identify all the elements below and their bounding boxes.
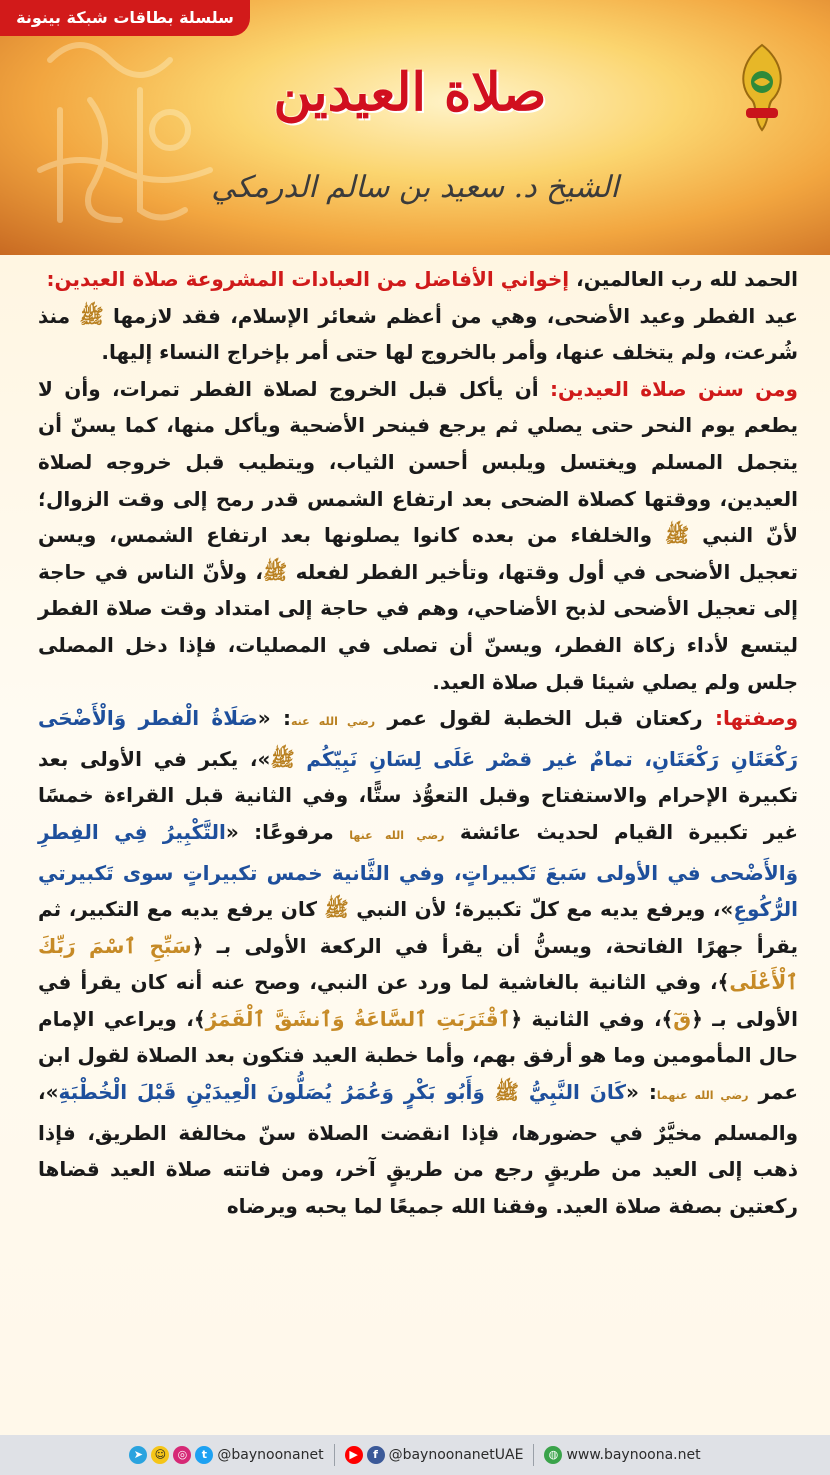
footer-social-bar [0, 1435, 830, 1475]
hadith-quote: كَانَ النَّبِيُّ [518, 1080, 626, 1105]
footer-group-baynoonanetUAE [345, 1446, 524, 1464]
article-text [38, 261, 798, 1224]
pbuh-symbol: ﷺ [79, 303, 104, 328]
youtube-icon[interactable]: ▶ [345, 1446, 363, 1464]
hadith-quote: صَلَاةُ الْفطر وَالْأَضْحَى رَكْعَتَانِ رَكْعَتَانِ، تمامٌ غير قصْر عَلَى لِسَانِ نَبِيّكُم [38, 706, 798, 771]
paragraph-eids: عيد الفطر وعيد الأضحى، وهي من أعظم شعائر الإسلام، فقد لازمها ﷺ منذ شُرعت، ولم يتخلف عنها، وأمر بالخروج لها حتى أمر بإخراج النساء إليها. [38, 303, 799, 365]
paragraph-description: وصفتها: ركعتان قبل الخطبة لقول عمر رضي الله عنه: «صَلَاةُ الْفطر وَالْأَضْحَى رَكْعَتَانِ رَكْعَتَانِ، تمامٌ غير قصْر عَلَى لِسَانِ نَبِيّكُم ﷺ»، يكبر في الأولى بعد تكبيرة الإحرام والاستفتاح وقبل التعوُّذ ستًّا، وفي الثانية قبل القراءة خمسًا غير تكبيرة القيام لحديث عائشة رضي الله عنها مرفوعًا: «التَّكْبِيرُ فِي الفِطرِ وَالأَضْحى في الأولى سَبعَ تَكبيراتٍ، وفي الثَّانية خمس تكبيراتٍ سوى تَكبيرتي الرُّكُوعِ»، ويرفع يديه مع كلّ تكبيرة؛ لأن النبي ﷺ كان يرفع يديه مع التكبير، ثم يقرأ جهرًا الفاتحة، ويسنُّ أن يقرأ في الركعة الأولى بـ ﴿سَبِّحِ ٱسْمَ رَبِّكَ ٱلْأَعْلَى﴾، وفي الثانية بالغاشية لما ورد عن النبي، وصح عنه أنه كان يقرأ في الأولى بـ ﴿قٓ﴾، وفي الثانية ﴿ٱقْتَرَبَتِ ٱلسَّاعَةُ وَٱنشَقَّ ٱلْقَمَرُ﴾، ويراعي الإمام حال المأمومين وما هو أرفق بهم، وأما خطبة العيد فتكون بعد الصلاة لقول ابن عمر رضي الله عنهما: «كَانَ النَّبِيُّ ﷺ وَأَبُو بَكْرٍ وَعُمَرُ يُصَلُّونَ الْعِيدَيْنِ قَبْلَ الْخُطْبَةِ»، والمسلم مخيَّرٌ في حضورها، فإذا انقضت الصلاة سنّ مخالفة الطريق، فإذا ذهب إلى العيد من طريقٍ رجع من طريقٍ آخر، ومن فاتته صلاة العيد قضاها ركعتين بصفة صلاة العيد. وفقنا الله جميعًا لما يحبه ويرضاه [38, 706, 799, 1218]
snapchat-icon[interactable]: ☺ [151, 1446, 169, 1464]
section-heading-description: وصفتها: [702, 706, 799, 731]
footer-group-baynoonanet [129, 1446, 323, 1464]
calligraphy-decoration [20, 20, 220, 240]
honorific-symbol: رضي الله عنها [349, 828, 445, 842]
baynoona-logo [732, 40, 792, 135]
pbuh-symbol: ﷺ [665, 523, 690, 548]
social-handle-1[interactable]: @baynoonanet [217, 1447, 324, 1463]
social-handle-2[interactable]: @baynoonanetUAE [388, 1447, 524, 1463]
paragraph-sunan: ومن سنن صلاة العيدين: أن يأكل قبل الخروج لصلاة الفطر تمرات، وأن لا يطعم يوم النحر حتى يصلي ثم يرجع فينحر الأضحية ويأكل منها، كما يسنّ أن يتجمل المسلم ويغتسل ويلبس أحسن الثياب، ويتطيب قبل خروجه لصلاة العيدين، ووقتها كصلاة الضحى بعد ارتفاع الشمس قدر رمح إلى وقت الزوال؛ لأنّ النبي ﷺ والخلفاء من بعده كانوا يصلونها بعد ارتفاع الشمس، ويسن تعجيل الأضحى في أول وقتها، وتأخير الفطر لفعله ﷺ، ولأنّ الناس في حاجة إلى تعجيل الأضحى لذبح الأضاحي، وهم في حاجة إلى امتداد وقت صلاة الفطر ليتسع لأداء زكاة الفطر، ويسنّ أن تصلى في المصليات، فإذا دخل المصلى جلس ولم يصلي شيئا قبل صلاة العيد. [38, 376, 798, 694]
quran-quote: ٱقْتَرَبَتِ ٱلسَّاعَةُ وَٱنشَقَّ ٱلْقَمَرُ [205, 1006, 511, 1031]
article-content [0, 255, 830, 1435]
website-link[interactable]: www.baynoona.net [566, 1447, 701, 1463]
telegram-icon[interactable]: ➤ [129, 1446, 147, 1464]
section-heading-sunan: ومن سنن صلاة العيدين: [538, 376, 798, 401]
instagram-icon[interactable]: ◎ [173, 1446, 191, 1464]
pbuh-symbol: ﷺ [494, 1080, 519, 1105]
pbuh-symbol: ﷺ [324, 897, 349, 922]
globe-icon[interactable]: ◍ [544, 1446, 562, 1464]
header-banner [0, 0, 830, 255]
page-title: صلاة العيدين [273, 62, 547, 123]
author-name: الشيخ د. سعيد بن سالم الدرمكي [211, 170, 619, 205]
pbuh-symbol: ﷺ [270, 746, 295, 771]
series-badge: سلسلة بطاقات شبكة بينونة [0, 0, 250, 36]
twitter-icon[interactable]: t [195, 1446, 213, 1464]
hadith-quote: التَّكْبِيرُ فِي الفِطرِ وَالأَضْحى في الأولى سَبعَ تَكبيراتٍ، وفي الثَّانية خمس تكبيراتٍ سوى تَكبيرتي الرُّكُوعِ [38, 819, 798, 922]
hadith-quote: وَأَبُو بَكْرٍ وَعُمَرُ يُصَلُّونَ الْعِيدَيْنِ قَبْلَ الْخُطْبَةِ [58, 1080, 495, 1105]
highlight-red: إخواني الأفاضل من العبادات المشروعة صلاة العيدين: [46, 267, 570, 291]
footer-group-website [544, 1446, 700, 1464]
honorific-symbol: رضي الله عنه [290, 715, 376, 729]
footer-divider [533, 1444, 534, 1466]
facebook-icon[interactable]: f [367, 1446, 385, 1464]
paragraph-intro: الحمد لله رب العالمين، إخواني الأفاضل من العبادات المشروعة صلاة العيدين: [46, 267, 798, 291]
pbuh-symbol: ﷺ [263, 559, 288, 584]
honorific-symbol: رضي الله عنهما [656, 1089, 749, 1103]
footer-divider [334, 1444, 335, 1466]
quran-quote: سَبِّحِ ٱسْمَ رَبِّكَ ٱلْأَعْلَى [38, 933, 798, 995]
quran-quote: قٓ [673, 1006, 692, 1031]
